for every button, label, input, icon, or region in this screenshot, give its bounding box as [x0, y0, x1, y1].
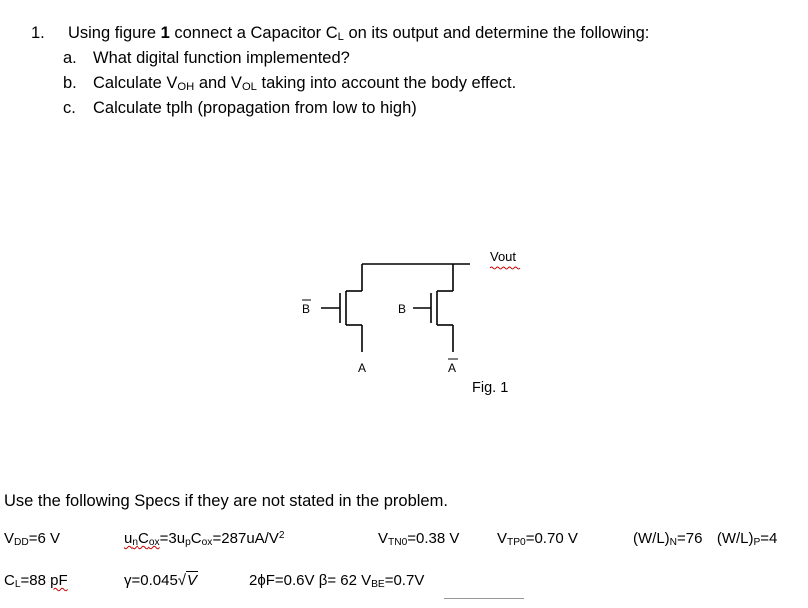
- spec-vdd-post: =6 V: [28, 530, 61, 547]
- question-number: 1.: [31, 24, 45, 42]
- spec-uncox-sup: 2: [278, 530, 285, 541]
- spec-phi-beta: [249, 572, 424, 590]
- spec-uncox: [124, 530, 285, 548]
- vout-label: Vout: [490, 249, 517, 264]
- spec-phi-beta-pre: 2ϕF=0.6V β= 62 V: [249, 572, 372, 589]
- spec-uncox-word: [124, 530, 160, 547]
- spec-cl-unit: pF: [50, 572, 68, 589]
- spec-phi-beta-post: =0.7V: [384, 572, 425, 589]
- part-b-before: Calculate V: [93, 74, 178, 92]
- spec-cl-pre: C: [4, 572, 15, 589]
- spec-vtn0-post: =0.38 V: [407, 530, 460, 547]
- question-intro-mid: connect a Capacitor C: [174, 24, 338, 42]
- gate-right-label: B: [398, 302, 407, 316]
- part-b-letter: b.: [63, 74, 77, 92]
- gate-left-label: B: [302, 302, 311, 316]
- spec-vtn0-sub: TN0: [388, 536, 408, 548]
- spec-p-sub: p: [185, 536, 191, 548]
- spec-vbe-sub: BE: [371, 578, 385, 590]
- spec-c: C: [138, 530, 149, 548]
- spec-vdd-pre: V: [4, 530, 15, 547]
- part-b-mid: and V: [198, 74, 242, 92]
- spec-wlp-pre: (W/L): [716, 530, 754, 547]
- spec-vtp0: [497, 530, 578, 548]
- part-c-letter: c.: [63, 99, 76, 117]
- part-a-text: What digital function implemented?: [93, 49, 350, 67]
- spec-u: u: [124, 530, 133, 548]
- spec-vtp0-post: =0.70 V: [525, 530, 578, 547]
- spec-uncox-rest: =3u: [159, 530, 186, 548]
- vout-spellcheck-squiggle: [490, 267, 520, 269]
- voh-subscript: OH: [177, 81, 195, 94]
- spec-wlp-sub: P: [753, 536, 761, 548]
- spec-cl: [4, 572, 68, 590]
- spec-u-sub: n: [132, 536, 139, 548]
- question-intro-after: on its output and determine the following:: [348, 24, 650, 42]
- spec-wln-pre: (W/L): [633, 530, 670, 547]
- part-c-text: Calculate tplh (propagation from low to high): [93, 99, 417, 117]
- spec-vtp0-sub: TP0: [507, 536, 526, 548]
- source-right-label: A: [448, 361, 457, 375]
- spec-c2-sub: ox: [201, 536, 213, 548]
- spec-vdd: [4, 530, 60, 548]
- spec-vtn0-pre: V: [378, 530, 389, 547]
- spec-vtn0: [378, 530, 459, 548]
- part-b-after: taking into account the body effect.: [261, 74, 517, 92]
- circuit-wires: [321, 264, 470, 352]
- figure-caption: Fig. 1: [472, 380, 509, 396]
- vol-subscript: OL: [241, 81, 257, 94]
- spec-gamma-radicand: V: [187, 572, 198, 589]
- spec-uncox-value: =287uA/V: [212, 530, 279, 548]
- question-intro-before: Using figure: [67, 24, 156, 42]
- specs-intro: Use the following Specs if they are not stated in the problem.: [4, 492, 448, 510]
- spec-gamma-pre: γ=0.045: [124, 572, 178, 589]
- spec-gamma: [124, 572, 198, 589]
- spec-wl: [633, 530, 777, 548]
- spec-cl-sub: L: [14, 578, 21, 590]
- spec-vdd-sub: DD: [14, 536, 29, 548]
- part-a-letter: a.: [63, 49, 77, 67]
- spec-gamma-radical: √: [177, 572, 187, 589]
- spec-wln-post: =76: [677, 530, 703, 547]
- spec-c-sub: ox: [148, 536, 160, 548]
- spec-vtp0-pre: V: [497, 530, 508, 547]
- spec-cl-eq: =88: [20, 572, 46, 589]
- spec-wln-sub: N: [669, 536, 678, 548]
- spec-wlp-post: =4: [760, 530, 778, 547]
- spec-c2: C: [190, 530, 202, 548]
- cap-subscript: L: [337, 31, 344, 44]
- question-figure-ref: 1: [160, 24, 170, 42]
- source-left-label: A: [358, 361, 367, 375]
